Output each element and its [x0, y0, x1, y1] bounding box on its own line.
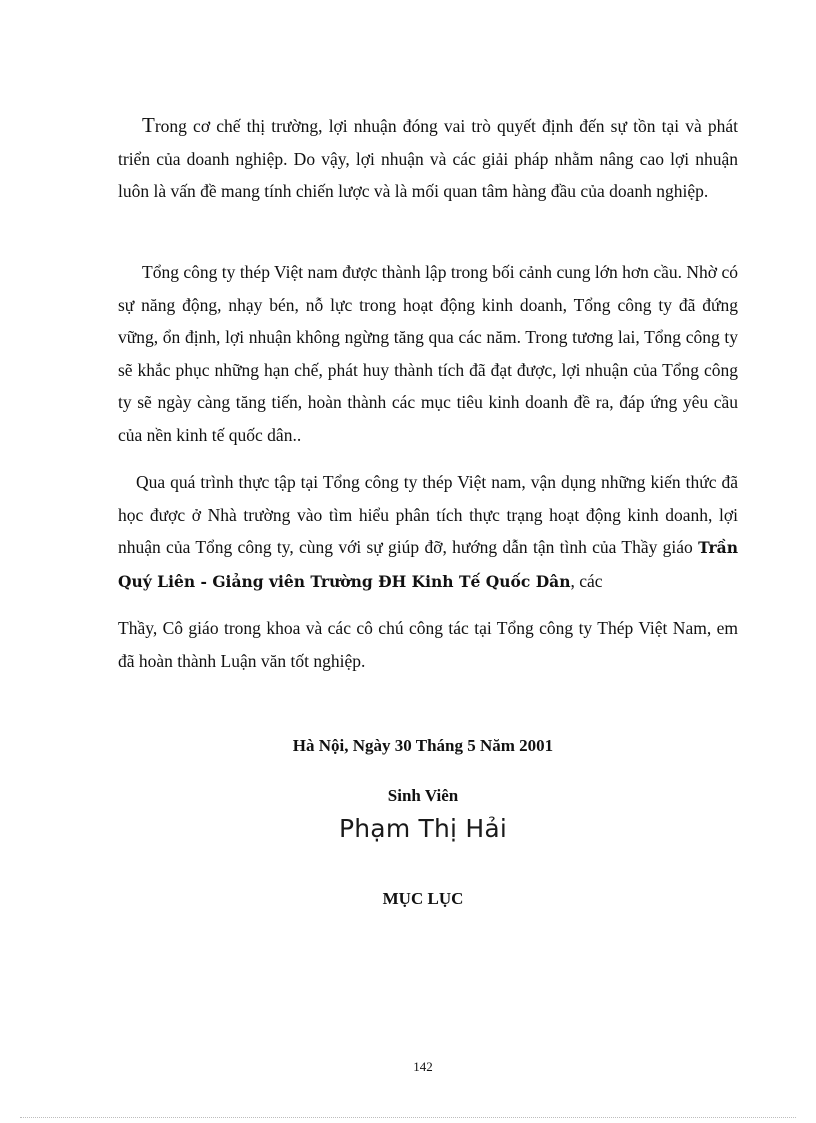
paragraph-acknowledgement	[118, 466, 738, 598]
page-number: 142	[413, 1059, 433, 1074]
acknowledgement-text-start: Qua quá trình thực tập tại Tổng công ty thép Việt nam, vận dụng những kiến thức đã học được ở Nhà trường vào tìm hiểu phân tích thực trạng hoạt động kinh doanh, lợi nhuận của Tổng công ty, cùng với sự giúp đỡ, hướng dẫn tận tình của Thầy giáo	[118, 472, 738, 557]
drop-cap-letter: T	[142, 113, 155, 137]
footer-divider	[20, 1117, 796, 1118]
paragraph-intro-text: rong cơ chế thị trường, lợi nhuận đóng vai trò quyết định đến sự tồn tại và phát triển của doanh nghiệp. Do vậy, lợi nhuận và các giải pháp nhằm nâng cao lợi nhuận luôn là vấn đề mang tính chiến lược và là mối quan tâm hàng đầu của doanh nghiệp.	[118, 116, 738, 201]
paragraph-company: Tổng công ty thép Việt nam được thành lập trong bối cảnh cung lớn hơn cầu. Nhờ có sự năng động, nhạy bén, nỗ lực trong hoạt động kinh doanh, Tổng công ty đã đứng vững, ổn định, lợi nhuận không ngừng tăng qua các năm. Trong tương lai, Tổng công ty sẽ khắc phục những hạn chế, phát huy thành tích đã đạt được, lợi nhuận của Tổng công ty sẽ ngày càng tăng tiến, hoàn thành các mục tiêu kinh doanh đề ra, đáp ứng yêu cầu của nền kinh tế quốc dân..	[118, 262, 738, 445]
paragraph-acknowledgement-cont: Thầy, Cô giáo trong khoa và các cô chú công tác tại Tổng công ty Thép Việt Nam, em đã hoàn thành Luận văn tốt nghiệp.	[118, 618, 738, 671]
student-name-signature: Phạm Thị Hải	[338, 814, 507, 843]
advisor-name: Trần Quý Liên - Giảng viên Trường ĐH Kinh Tế Quốc Dân	[118, 538, 738, 591]
acknowledgement-text-end: , các	[570, 570, 603, 591]
student-role: Sinh Viên	[387, 786, 459, 805]
table-of-contents-title: MỤC LỤC	[382, 889, 464, 908]
date-line: Hà Nội, Ngày 30 Tháng 5 Năm 2001	[292, 736, 554, 755]
paragraph-intro	[118, 109, 738, 208]
